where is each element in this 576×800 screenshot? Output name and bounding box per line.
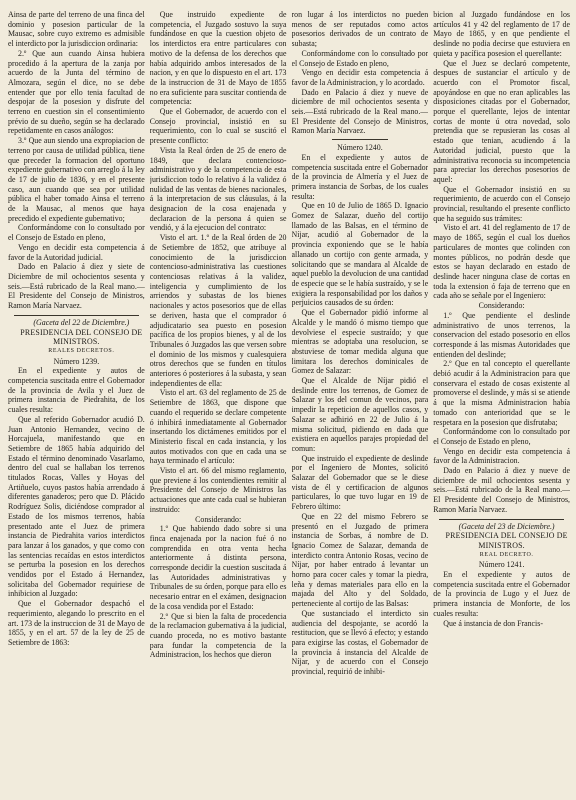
paragraph: Que al referido Gobernador acudió D. Juan Antonio Hernandez, vecino de Horcajuela, manifestando que en Setiembre de 1865 había adquirido del Estado el término denominado Vasarlamo, dentro del cual se hallaban los terrenos titulados Rocas, Valles y Hoyas del Artiñuelo, cuyos pastos había arrendado á diferentes ganaderos; pero que D. Plácido Rodríguez Solis, diciéndose comprador al Estado de los mismos terrenos, había presentado ante el Juez de primera instancia de Piedrahita varios interdictos para lanzar á los ganados, y que como con las sentencias recaídas en estos interdictos se perturba la posesion en los derechos vendidos por el Estado á Hernandez, solicitaba del Gobernador requiriese de inhibicion al Juzgado: (8, 414, 145, 599)
paragraph: 1.º Que pendiente el deslinde administrativo de unos terrenos, la conservacion del estado posesorio en ellos corresponde á las mismas Autoridades que entienden del deslinde; (433, 310, 570, 359)
paragraph: 1.º Que habiendo dado sobre si una finca enajenada por la nacion fué ó no comprendida en otra venta hecha anteriormente á distinta persona, corresponde decidir la cuestion suscitada á las Autoridades administrativas y Tribunales de su órden, porque para ello es necesario entrar en el exámen, designacion de la cosa vendida por el Estado: (149, 524, 287, 611)
paragraph: 2.º Que si bien la falta de procedencia de la reclamacion gubernativa á la judicial, cuando proceda, no es motivo bastante para fundar la competencia de la Administracion, los hechos que dieron (149, 611, 287, 660)
paragraph: Que el Gobernador pidió informe al Alcalde y le mandó ó mismo tiempo que devolviese el especie sustraído; y que mientras se adoptaba una resolucion, se abstuviese de tomar medida alguna que limitara los derechos dominicales de Gomez de Salazar: (291, 308, 429, 376)
paragraph: Que el Gobernador despachó el requerimiento, alegando lo prescrito en el art. 173 de la instruccion de 31 de Mayo de 1855, y en el art. 57 de la ley de 25 de Setiembre de 1863: (8, 599, 145, 647)
ministry-heading: PRESIDENCIA DEL CONSEJO DE MINISTROS. (445, 531, 568, 550)
section-heading: Número 1240. (337, 143, 383, 153)
paragraph: Visto el art. 41 del reglamento de 17 de mayo de 1865, según el cual los dueños particulares de montes que colinden con montes públicos, no podrán desde que estos se hayan declarado en estado de deslinde hacer ninguna clase de cortas en toda la extension ó faja de terreno que en cada año se señale por el Ingeniero: (433, 223, 570, 301)
section-heading: Considerando: (195, 514, 242, 524)
paragraph: Ainsa de parte del terreno de una finca del dominio y posesion particular de la Mausac, sobre cuyo extremo es admisible el interdicto por la jurisdiccion ordinaria: (8, 10, 145, 49)
section-divider (14, 315, 139, 316)
paragraph: Vengo en decidir esta competencia á favor de la Administracion, y lo acordado. (291, 68, 429, 87)
gazette-date-heading: (Gaceta del 23 de Diciembre.) (458, 521, 555, 531)
text-column-4 (433, 10, 570, 800)
ministry-heading: PRESIDENCIA DEL CONSEJO DE MINISTROS. (20, 327, 143, 347)
section-divider (439, 519, 564, 520)
paragraph: En el expediente y autos de competencia suscitada entre el Gobernador de la provincia de Avila y el Juez de primera instancia de Piedrahita, de los cuales resulta: (8, 366, 145, 415)
paragraph: Conformándome con lo consultado por el Consejo de Estado en pleno, (291, 48, 429, 68)
decree-type-heading: REAL DECRETO. (479, 551, 534, 558)
paragraph: Visto el art. 1.º de la Real órden de 20 de Setiembre de 1852, que atribuye al conocimiento de la jurisdiccion contencioso-administrativa las cuestiones contenciosas relativas á la validez, inteligencia y cumplimiento de los arriendos y subastas de los bienes nacionales y actos posesorios que de ellas se deriven, hasta que el comprador ó adjudicatario sea puesto en posesion pacífica de los propios bienes, y al de los Tribunales ó Juzgados las que versen sobre el dominio de los mismos y cualesquiera otros derechos que se funden en títulos anteriores ó posteriores á la subasta, y sean independientes de ella: (149, 233, 287, 388)
paragraph: Vengo en decidir esta competencia á favor de la Autoridad judicial. (8, 242, 145, 262)
paragraph: Que el Gobernador insistió en su requerimiento, de acuerdo con el Consejo provincial, resultando el presente conflicto que ha seguido sus trámites: (433, 184, 570, 223)
paragraph: Que el Juez se declaró competente, despues de sustanciar el artículo y de acuerdo con el Promotor fiscal, apoyándose en que no eran aplicables las disposiciones citadas por el Gobernador, porque el querellante, lejos de intentar cortas de monte ú otra novedad, solo pretendia que se repusieran las cosas al estado que tenian, acudiendo á la Autoridad judicial, puesto que la administrativa reconocia su incompetencia para apreciar los derechos posesorios de aquel: (433, 58, 570, 184)
text-column-1 (8, 10, 145, 800)
paragraph: Que instruido el expediente de deslinde por el Ingeniero de Montes, solicitó Salazar del Gobernador que se le diese vista de él y certificacion de algunos particulares, lo que tuvo lugar en 19 de Febrero último: (291, 453, 429, 512)
paragraph: Visto el art. 63 del reglamento de 25 de Setiembre de 1863, que dispone que cuando el requerido se declare competente ó inhibirá inmediatamente al Gobernador insertando los dictámenes emitidos por el Ministerio fiscal en cada instancia, y los autos motivados con que en cada una se haya terminado el artículo: (149, 388, 287, 466)
paragraph: Que instruido expediente de competencia, el Juzgado sostuvo la suya fundándose en que la cuestion objeto de los interdictos era entre particulares con motivo de la defensa de los derechos que había adquirido ambos interesados de la nacion, y en que lo dispuesto en el art. 173 de la instruccion de 31 de Mayo de 1855 no era suficiente para suscitar contienda de competencia: (149, 10, 287, 107)
paragraph: Que el Alcalde de Níjar pidió el deslinde entre los terrenos, de Gomez de Salazar y los del comun de vecinos, para impedir la repeticion de aquellos casos, y Salazar se adhirió en 22 de Julio á la misma solicitud, pidiendo en dada que existiera en aquellos parajes propiedad del comun: (291, 376, 429, 453)
paragraph: Que el Gobernador, de acuerdo con el Consejo provincial, insistió en su requerimiento, con lo cual se suscitó el presente conflicto: (149, 107, 287, 146)
paragraph: ron lugar á los interdictos no pueden menos de ser reputados como actos posesorios derivados de un contrato de subasta; (291, 10, 429, 49)
paragraph: Dado en Palacio á diez y nueve de diciembre de mil ochocientos sesenta y seis.—Está rubricado de la Real mano.—El Presidente del Consejo de Ministros, Ramon María Narvaez. (433, 466, 570, 514)
decree-type-heading: REALES DECRETOS. (48, 347, 115, 354)
paragraph: Que sustanciado el interdicto sin audiencia del despojante, se acordó la restitucion, que se llevó á efecto; y estando para exigirse las costas, el Gobernador de la provincia á instancia del Alcalde de Níjar, y de acuerdo con el Consejo provincial, requirió de inhibi- (291, 608, 429, 677)
section-heading: Número 1241. (478, 560, 525, 570)
paragraph: Dado en Palacio á diez y nueve de diciembre de mil ochocientos sesenta y seis.—Está rubricado de la Real mano.—El Presidente del Consejo de Ministros, Ramon María Narvaez. (291, 87, 429, 136)
text-column-3 (292, 10, 429, 800)
gazette-date-heading: (Gaceta del 22 de Diciembre.) (33, 317, 130, 327)
section-heading: Considerando: (478, 301, 525, 311)
paragraph: bicion al Juzgado fundándose en los artículos 41 y 42 del reglamento de 17 de Mayo de 1865, y en que pendiente el deslinde no podia decirse que estuviera en quieta y pacífica posesion el querellante: (433, 10, 570, 58)
paragraph: 3.º Que aun siendo una expropiacion de terreno por causa de utilidad pública, tiene que preceder la formacion del oportuno expediente gubernativo con arreglo á la ley de 17 de julio de 1836, y en el presente caso, aun cuando que sea por utilidad pública el haber tomado Ainsa el terreno de la Mausac, al menos que haya precedido el expediente gubernativo; (8, 136, 145, 223)
paragraph: Que en 10 de Julio de 1865 D. Ignacio Gomez de Salazar, dueño del cortijo llamado de las Balsas, en el término de Níjar, acudió al Gobernador de la provincia exponiendo que se le había allanado un cortijo con gente armada, y solicitando que se mandara al Alcalde de aquel pueblo la devolucion de una cantidad de especie que se le había sustraído, y se le exigiera la responsabilidad por los daños y perjuicios causados de su órden: (291, 201, 429, 308)
paragraph: En el expediente y autos de competencia suscitada entre el Gobernador de la provincia de Lugo y el Juez de primera instancia de Monforte, de los cuales resulta: (433, 570, 570, 618)
paragraph: Vista la Real órden de 25 de enero de 1849, que declara contencioso-administrativo y de la competencia de esta jurisdiccion todo lo relativo á la validez ó nulidad de las ventas de bienes nacionales, á la interpretacion de sus cláusulas, á la designacion de la cosa enajenada y declaracion de la persona á quien se vendió, y á la ejecucion del contrato: (149, 145, 287, 233)
paragraph: Visto el art. 66 del mismo reglamento, que previene á los contendientes remitir al Presidente del Consejo de Ministros las actuaciones que ante cada cual se hubieran instruido: (149, 466, 287, 514)
paragraph: Dado en Palacio á diez y siete de Diciembre de mil ochocientos sesenta y seis.—Está rubricado de la Real mano.—El Presidente del Consejo de Ministros, Ramon María Narvaez. (8, 262, 145, 311)
paragraph: 2.º Que en tal concepto el querellante debió acudir á la Administracion para que conservara el estado de cosas existente al promoverse el deslinde, y más si se atiende á que la misma Administracion había tomado con anterioridad que se le respetara en la posesion que disfrutaba; (433, 359, 570, 427)
paragraph: Conformándome con lo consultado por el Consejo de Estado en pleno, (433, 427, 570, 446)
section-divider (332, 139, 389, 140)
text-column-2 (150, 10, 287, 800)
paragraph: Que en 22 del mismo Febrero se presentó en el Juzgado de primera instancia de Sorbas, á nombre de D. Ignacio Comez de Salazar, demanda de interdicto contra Antonio Rosas, vecino de Níjar, por haber entrado á levantar un horno para cocer cales y tomar la piedra, leña y demas materiales para ello en la majada del Alto y del Soldado, perteneciente al cortijo de las Balsas: (291, 511, 429, 609)
paragraph: En el expediente y autos de competencia suscitada entre el Gobernador de la provincia de Almería y el Juez de primera instancia de Sorbas, de los cuales resulta: (291, 152, 429, 201)
paragraph: Conformándome con lo consultado por el Consejo de Estado en pleno, (8, 223, 145, 243)
paragraph: Vengo en decidir esta competencia á favor de la Administracion. (433, 446, 570, 466)
paragraph: Que á instancia de don Francis- (443, 618, 543, 628)
paragraph: 2.º Que aun cuando Ainsa hubiera procedido á la apertura de la zanja por acuerdo de la Junta del término de Almozara, según el dice, no se debe entender que por ello tenia facultad de despojar de la posesion y disfrute del terreno en cuestion sin el consentimiento prévio de su dueño, según se ha declarado repetidamente en casos análogos: (8, 48, 145, 136)
section-heading: Número 1239. (53, 356, 100, 366)
